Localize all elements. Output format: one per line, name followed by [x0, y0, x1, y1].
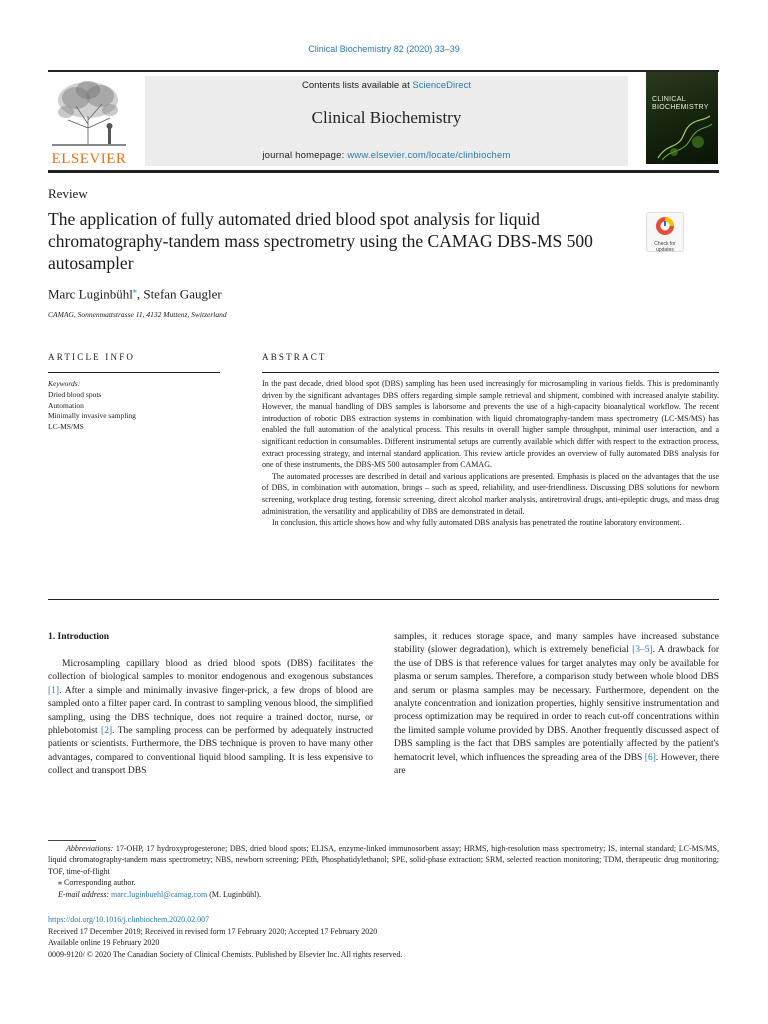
check-updates-line1: Check for — [654, 241, 676, 247]
abstract-rule — [262, 372, 719, 373]
contents-line — [145, 80, 628, 91]
keyword-item: Dried blood spots — [48, 390, 102, 399]
keywords-label: Keywords: — [48, 379, 81, 388]
copyright-line: 0009-9120/ © 2020 The Canadian Society of Clinical Chemists. Published by Elsevier Inc. All rights reserved. — [48, 949, 403, 959]
journal-cover[interactable] — [646, 72, 718, 164]
body-text: . A drawback for the use of DBS is that reference values for target analytes may only be available for plasma or serum samples. Therefore, a comparison study between whole blood DBS and serum or plasma samples may be necessary. Furthermore, dependent on the analyte concentration and ionization properties, highly sensitive instrumentation and process optimization may be required in order to reach cut-off concentrations within the limited sample volume provided by DBS. Another frequently discussed aspect of DBS sampling is the fact that DBS samples are potentially affected by the patient's hematocrit level, which influences the spreading area of the DBS — [394, 645, 719, 763]
email-link[interactable]: marc.luginbuehl@camag.com — [111, 889, 208, 899]
abbreviations-label: Abbreviations: — [66, 844, 114, 853]
publisher-wordmark: ELSEVIER — [51, 151, 127, 167]
publication-info — [48, 914, 402, 960]
journal-name: Clinical Biochemistry — [311, 108, 462, 127]
abstract-paragraph: In the past decade, dried blood spot (DBS) sampling has been used increasingly for microsampling in various fields. This is predominantly driven by the significant advantages DBS offers regarding simple sample retrieval and shipment, combined with increased analyte stability. However, the manual handling of DBS samples is laborsome and prevents the use of a high-capacity bioanalytical workflow. The recent introduction of robotic DBS extraction systems in combination with liquid chromatography-tandem mass spectrometry (LC-MS/MS) has enabled the full automation of the analytical process. This results in overall higher sample throughput, minimal user interaction, and a significant reduction in consumables. Different instrumental setups are currently available which differ with respect to the extraction process, extract processing strategy, and internal standard application. This review article provides an overview of fully automated DBS analysis for one of these instruments, the DBS-MS 500 autosampler from CAMAG. — [262, 379, 719, 470]
check-updates-icon — [647, 213, 683, 237]
body-column-left — [48, 658, 373, 779]
cover-title — [652, 96, 709, 112]
body-text: Microsampling capillary blood as dried blood spots (DBS) facilitates the collection of biological samples to monitor endogenous and exogenous substances — [48, 659, 373, 683]
footnote-rule — [48, 840, 96, 841]
abstract-body — [262, 378, 719, 529]
body-text: samples, it reduces storage space, and many samples have increased substance stability (slower degradation), which is extremely beneficial — [394, 632, 719, 656]
journal-banner — [145, 76, 628, 166]
doi-link[interactable]: https://doi.org/10.1016/j.clinbiochem.2020.02.007 — [48, 915, 210, 924]
body-text: . The sampling process can be performed by adequately instructed patients or scientists. Furthermore, the DBS technique is proven to have many other advantages, compared to conventional liquid blood sampling. It is less expensive to collect and transport DBS — [48, 726, 373, 777]
cover-title-line1: CLINICAL — [652, 96, 686, 103]
keywords-list — [48, 390, 136, 432]
abstract-paragraph: The automated processes are described in detail and various applications are presented. Emphasis is placed on the advantages that the use of DBS, in combination with automation, brings – such as speed, reliability, and user-friendliness. Discussing DBS solutions for newborn screening, workplace drug testing, forensic screening, direct alcohol marker analysis, antiretroviral drugs, anti-epileptic drugs, and mass drug administration, the versatility and applicability of DBS are demonstrated in detail. — [262, 471, 719, 516]
keyword-item: Automation — [48, 400, 84, 410]
body-text: . However, there are — [394, 752, 719, 777]
affiliation: CAMAG, Sonnenmattstrasse 11, 4132 Muttenz, Switzerland — [48, 310, 227, 319]
elsevier-tree-icon — [48, 76, 130, 148]
abstract-heading: ABSTRACT — [262, 352, 327, 362]
footnotes — [48, 843, 719, 900]
check-updates-line2: updates — [656, 246, 674, 253]
sciencedirect-link[interactable]: ScienceDirect — [412, 80, 471, 91]
article-type: Review — [48, 186, 88, 201]
author-name[interactable]: Stefan Gaugler — [143, 286, 222, 302]
available-online: Available online 19 February 2020 — [48, 938, 160, 948]
article-title: The application of fully automated dried blood spot analysis for liquid chromatography-tandem mass spectrometry using the CAMAG DBS-MS 500 autosampler — [48, 209, 593, 273]
journal-citation[interactable]: Clinical Biochemistry 82 (2020) 33–39 — [308, 44, 460, 54]
intro-paragraph — [48, 658, 373, 779]
elsevier-logo[interactable] — [48, 76, 130, 166]
header-rule-bottom — [48, 170, 719, 173]
reference-link[interactable]: [2] — [101, 726, 113, 737]
article-info-heading: ARTICLE INFO — [48, 352, 136, 362]
received-dates: Received 17 December 2019; Received in revised form 17 February 2020; Accepted 17 February 2020 — [48, 926, 378, 936]
abbreviations-footnote — [48, 843, 719, 877]
article-info-rule — [48, 372, 220, 373]
section-heading-introduction: 1. Introduction — [48, 632, 110, 642]
homepage-label: journal homepage: — [262, 150, 348, 161]
corresponding-author-mark[interactable]: ⁎ — [132, 286, 137, 295]
author-name[interactable]: Marc Luginbühl — [48, 286, 133, 302]
keyword-item: Minimally invasive sampling — [48, 411, 136, 420]
body-text: . After a simple and minimally invasive finger-prick, a few drops of blood are sampled onto a filter paper card. In contrast to sampling venous blood, the simplified sampling, using the DBS technique, does not require a trained doctor, nurse, or phlebotomist — [48, 685, 373, 737]
cover-title-line2: BIOCHEMISTRY — [652, 104, 709, 111]
email-footnote — [48, 889, 719, 900]
intro-paragraph-continued — [394, 631, 719, 778]
abstract-paragraph: In conclusion, this article shows how and why fully automated DBS analysis has penetrated the routine laboratory environment. — [272, 518, 682, 528]
section-divider — [48, 599, 719, 600]
homepage-link[interactable]: www.elsevier.com/locate/clinbiochem — [347, 150, 511, 161]
header-rule-top — [48, 70, 719, 72]
email-label: E-mail address: — [58, 889, 110, 899]
cover-artwork-icon — [654, 112, 714, 162]
author-separator: , — [136, 286, 144, 302]
check-for-updates-badge[interactable] — [646, 212, 684, 252]
authors — [48, 286, 222, 302]
check-updates-label — [647, 242, 683, 253]
abbreviations-text: 17-OHP, 17 hydroxyprogesterone; DBS, dried blood spots; ELISA, enzyme-linked immunosorbent assay; HRMS, high-resolution mass spectrometry; IS, internal standard; LC-MS/MS, liquid chromatography-tandem mass spectrometry; NBS, newborn screening; PEth, Phosphatidylethanol; SPE, solid-phase extraction; SRM, selected reaction monitoring; TDM, therapeutic drug monitoring; TOF, time-of-flight — [48, 844, 719, 876]
journal-homepage-line — [145, 150, 628, 161]
body-column-right — [394, 631, 719, 778]
reference-link[interactable]: [6] — [644, 752, 656, 763]
contents-prefix: Contents lists available at — [302, 80, 413, 91]
reference-link[interactable]: [1] — [48, 685, 60, 696]
keyword-item: LC-MS/MS — [48, 421, 84, 431]
corresponding-author-footnote: ⁎ Corresponding author. — [58, 878, 136, 888]
email-suffix: (M. Luginbühl). — [207, 889, 262, 899]
reference-link[interactable]: [3–5] — [632, 645, 653, 656]
